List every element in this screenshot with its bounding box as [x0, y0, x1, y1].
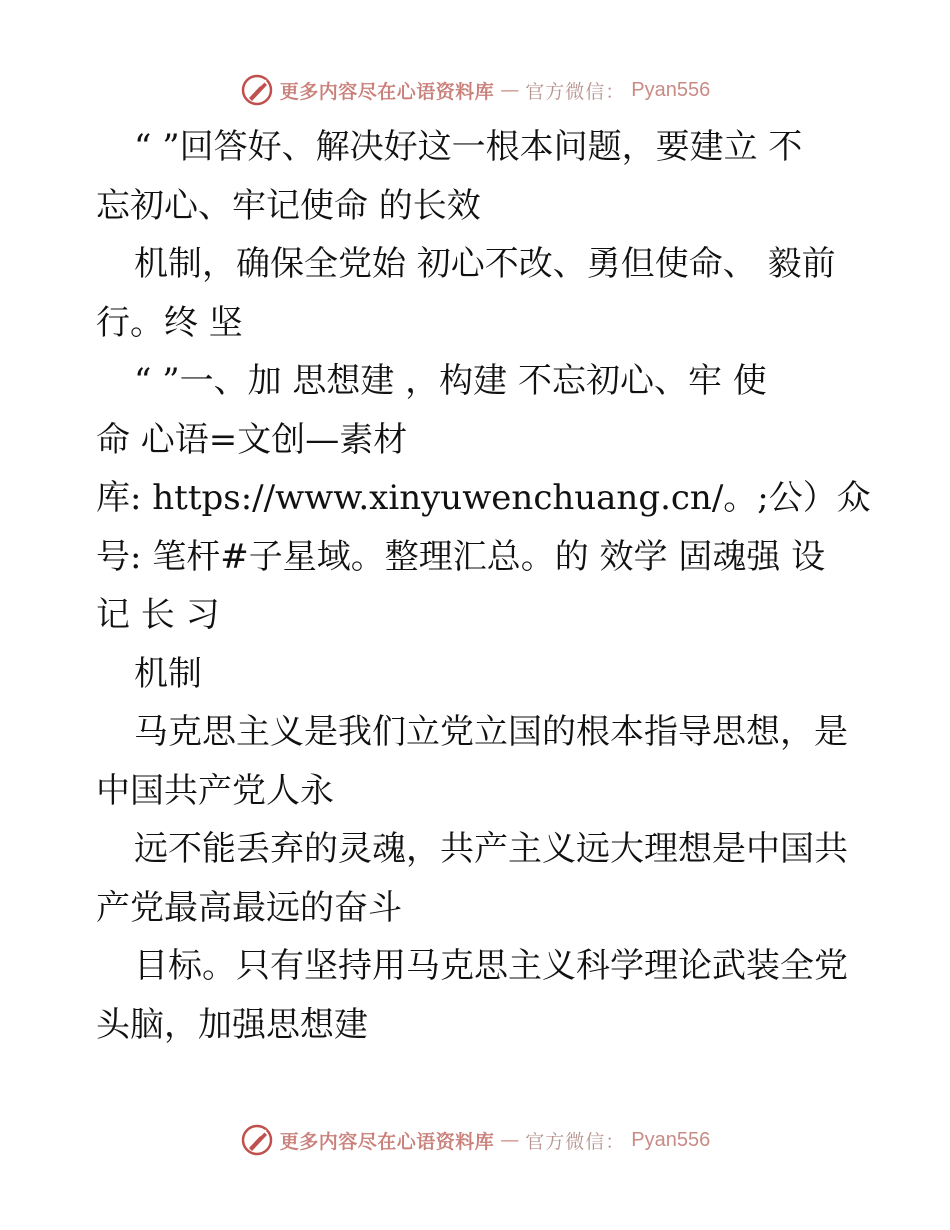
quill-logo-icon: [240, 1123, 274, 1157]
text-line: “ ”一、加 思想建 ，构建 不忘初心、牢 使: [134, 361, 767, 401]
text-line: 行。终 坚: [96, 302, 243, 343]
banner-wechat-id: Pyan556: [631, 78, 711, 101]
banner-main-text: 更多内容尽在心语资料库: [279, 1130, 495, 1153]
text-line: 记 长 习: [96, 595, 220, 635]
footer-banner: [0, 1120, 950, 1160]
text-line: 中国共产党人永: [96, 770, 334, 811]
text-line: 目标。只有坚持用马克思主义科学理论武装全党: [134, 946, 848, 986]
text-line: 忘初心、牢记使命 的长效: [96, 185, 481, 226]
text-line: 马克思主义是我们立党立国的根本指导思想，是: [134, 712, 848, 752]
text-line: 远不能丢弃的灵魂，共产主义远大理想是中国共: [134, 829, 848, 869]
banner-wechat-label: 官方微信：: [525, 80, 626, 103]
text-line: 机制: [134, 653, 202, 694]
text-line: 头脑，加强思想建: [96, 1004, 368, 1045]
header-banner: [0, 70, 950, 110]
document-body: [96, 118, 871, 1054]
banner-wechat-label: 官方微信：: [525, 1130, 626, 1153]
text-line: 机制，确保全党始 初心不改、勇但使命、 毅前: [134, 244, 836, 284]
banner-wechat-id: Pyan556: [631, 1128, 711, 1151]
banner-separator: —: [500, 1129, 520, 1151]
text-line: “ ”回答好、解决好这一根本问题，要建立 不: [134, 127, 803, 167]
text-line: 命 心语=文创—素材: [96, 419, 408, 460]
text-line: 号: 笔杆#子星域。整理汇总。的 效学 固魂强 设: [96, 536, 826, 577]
text-line: 产党最高最远的奋斗: [96, 887, 402, 928]
banner-main-text: 更多内容尽在心语资料库: [279, 80, 495, 103]
quill-logo-icon: [240, 73, 274, 107]
text-line: 库: https://www.xinyuwenchuang.cn/。;公）众: [96, 478, 871, 518]
banner-separator: —: [500, 79, 520, 101]
